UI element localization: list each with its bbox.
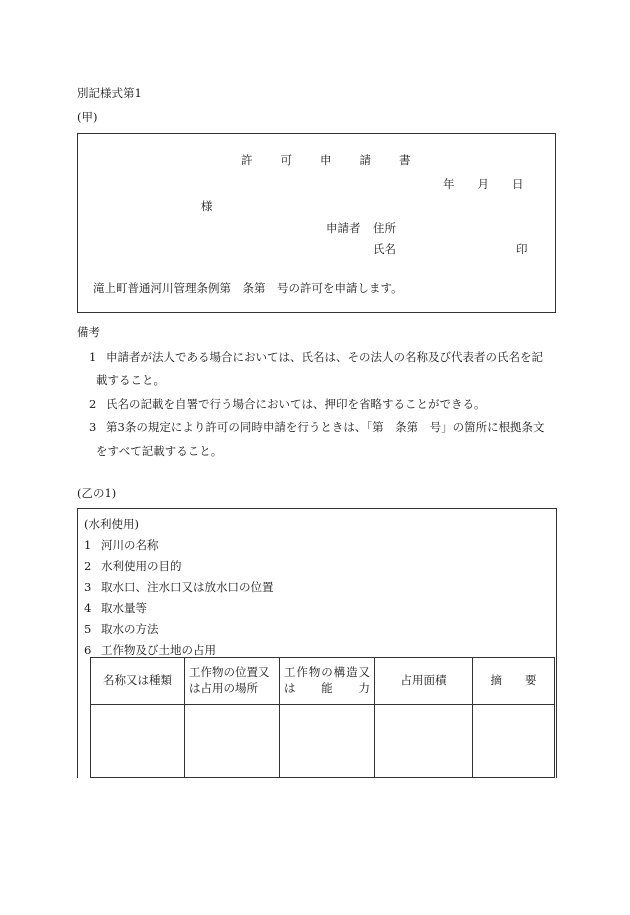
item-intake-method: 取水の方法 [101, 622, 159, 636]
header-name-type: 名称又は種類 [91, 658, 185, 705]
cell-area[interactable] [375, 705, 473, 778]
note-text: 第3条の規定により許可の同時申請を行うときは、「第 条第 号」の箇所に根拠条文 [106, 420, 545, 434]
note-text-continued: 載すること。 [96, 373, 165, 387]
note-number: 3 [89, 420, 97, 434]
occupancy-table [90, 657, 555, 778]
item-occupancy: 工作物及び土地の占用 [101, 643, 216, 657]
item-intake-position: 取水口、注水口又は放水口の位置 [101, 580, 274, 594]
applicant-label: 申請者 [326, 221, 361, 235]
header-area: 占用面積 [375, 658, 473, 705]
note-number: 1 [89, 350, 97, 364]
note-number: 2 [89, 397, 97, 411]
addressee-suffix: 様 [201, 199, 213, 213]
item-number: 6 [84, 643, 92, 657]
form-title: 別記様式第1 [77, 86, 142, 100]
item-intake-volume: 取水量等 [101, 601, 147, 615]
seal-mark: 印 [516, 242, 528, 256]
note-text: 氏名の記載を自署で行う場合においては、押印を省略することができる。 [106, 397, 486, 411]
item-number: 1 [84, 538, 92, 552]
cell-name-type[interactable] [91, 705, 185, 778]
item-number: 3 [84, 580, 92, 594]
name-label: 氏名 [373, 242, 396, 256]
part-b-label: (乙の1) [77, 486, 117, 500]
cell-remarks[interactable] [473, 705, 555, 778]
header-location: 工作物の位置又は占用の場所 [185, 658, 280, 705]
application-statement: 滝上町普通河川管理条例第 条第 号の許可を申請します。 [93, 281, 403, 295]
note-text-continued: をすべて記載すること。 [96, 444, 223, 458]
address-label: 住所 [373, 221, 396, 235]
date-line: 年 月 日 [443, 177, 524, 191]
item-number: 2 [84, 559, 92, 573]
cell-structure[interactable] [280, 705, 375, 778]
item-river-name: 河川の名称 [101, 538, 159, 552]
application-box [77, 133, 556, 313]
header-remarks: 摘 要 [473, 658, 555, 705]
item-purpose: 水利使用の目的 [101, 559, 182, 573]
header-structure: 工作物の構造又は能力 [280, 658, 375, 705]
table-row [91, 705, 555, 778]
table-header-row [91, 658, 555, 705]
item-number: 5 [84, 622, 92, 636]
note-text: 申請者が法人である場合においては、氏名は、その法人の名称及び代表者の氏名を記 [106, 350, 543, 364]
part-a-label: (甲) [77, 110, 98, 124]
item-number: 4 [84, 601, 92, 615]
water-use-category: (水利使用) [84, 517, 139, 531]
notes-title: 備考 [77, 325, 100, 339]
application-heading: 許可申請書 [241, 153, 439, 167]
cell-location[interactable] [185, 705, 280, 778]
water-use-box [77, 508, 557, 778]
